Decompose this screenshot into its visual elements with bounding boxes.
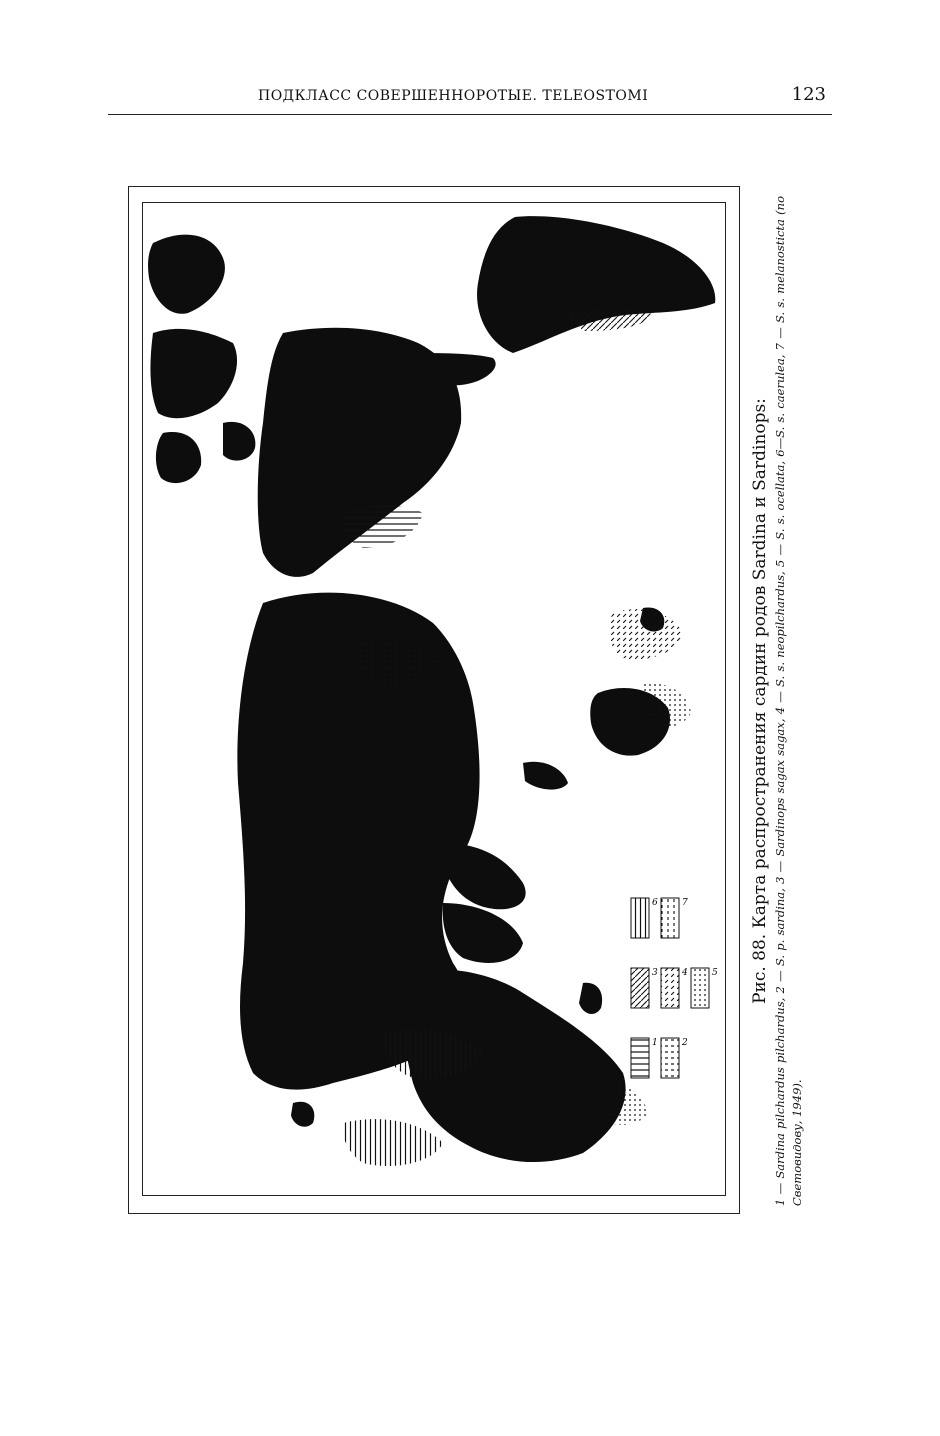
header-rule (108, 114, 832, 115)
legend-swatch-3 (631, 968, 649, 1008)
legend-label-3: 3 (652, 968, 658, 978)
legend-label-5: 5 (712, 968, 718, 978)
range-1-north-europe (343, 1119, 443, 1166)
range-3-south-africa (593, 1082, 648, 1125)
caption-body: 1 — Sardina pilchardus pilchardus, 2 — S. p. sardina, 3 — Sardinops sagax sagax, 4 — S. s. neopilchardus, 5 — S. s. ocellata, 6—S. s. caerulea, 7 — S. s. melanosticta (по Световидову, 1949). (773, 196, 804, 1206)
running-title: ПОДКЛАСС СОВЕРШЕННОРОТЫЕ. TELEOSTOMI (258, 88, 649, 104)
legend-swatch-2 (661, 1038, 679, 1078)
legend-label-7: 7 (682, 898, 688, 908)
arctic-islands-2 (156, 432, 201, 483)
india-peninsula (443, 843, 526, 909)
legend-swatch-7 (661, 898, 679, 938)
legend-swatch-1 (631, 1038, 649, 1078)
range-australia (609, 609, 683, 659)
greenland-landmass (148, 235, 225, 314)
range-australia-south (643, 683, 691, 728)
caption-title: Рис. 88. Карта распространения сардин родов Sardina и Sardinops: (750, 398, 770, 1004)
legend-label-6: 6 (652, 898, 658, 908)
arabia-peninsula (443, 903, 523, 963)
legend-label-1: 1 (652, 1038, 658, 1048)
south-america-landmass (477, 216, 715, 353)
figure-caption (748, 196, 806, 1206)
legend-swatch-4 (661, 968, 679, 1008)
legend-swatch-6 (631, 898, 649, 938)
madagascar (579, 983, 602, 1014)
legend (631, 898, 718, 1078)
british-isles (291, 1102, 314, 1127)
range-6-na-west (343, 506, 423, 549)
world-map (142, 202, 726, 1196)
world-map-svg (143, 203, 726, 1196)
legend-swatch-5 (691, 968, 709, 1008)
arctic-islands-3 (223, 422, 255, 461)
arctic-islands (150, 329, 237, 418)
legend-label-2: 2 (682, 1038, 688, 1048)
indonesia-islands (523, 762, 568, 790)
running-header (108, 84, 832, 124)
page-number: 123 (791, 84, 826, 105)
legend-label-4: 4 (682, 968, 688, 978)
